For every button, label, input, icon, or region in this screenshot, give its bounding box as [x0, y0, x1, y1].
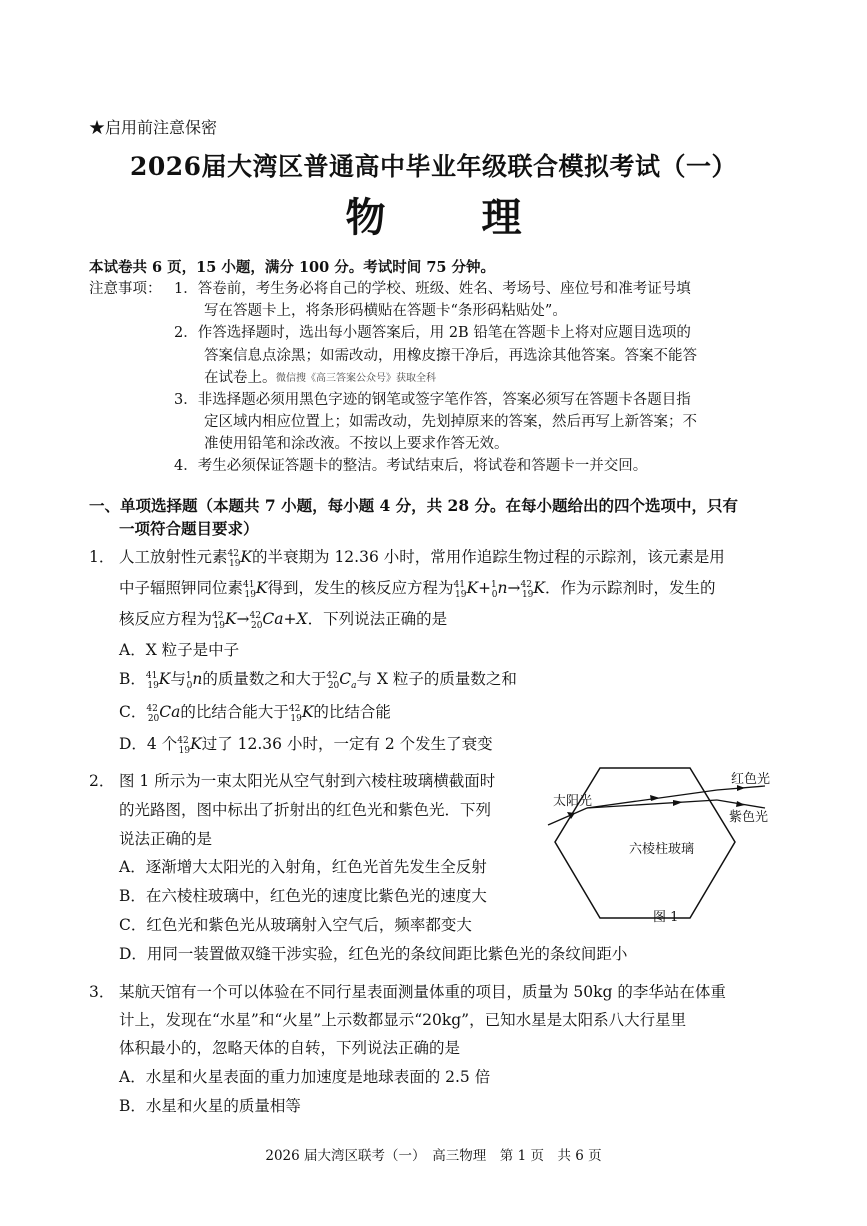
note-line: 3．非选择题必须用黑色字迹的钢笔或签字笔作答，答案必须写在答题卡各题目指 [174, 392, 691, 408]
question-3-line: 某航天馆有一个可以体验在不同行星表面测量体重的项目，质量为 50kg 的李华站在体重 [119, 983, 726, 1001]
figure-caption: 图 1 [653, 910, 679, 925]
confidential-label: ★启用前注意保密 [89, 118, 218, 137]
glass-label: 六棱柱玻璃 [629, 842, 695, 857]
arrow-head [650, 795, 660, 801]
option-a[interactable]: A．水星和火星表面的重力加速度是地球表面的 2.5 倍 [119, 1068, 491, 1086]
question-number: 2． [89, 772, 115, 790]
question-1-line-1: 人工放射性元素$^{42}_{19}$K的半衰期为 12.36 小时，常用作追踪生物过程的示踪剂，该元素是用 [119, 548, 725, 570]
note-line: 答案信息点涂黑；如需改动，用橡皮擦干净后，再选涂其他答案。答案不能答 [204, 348, 697, 364]
figure-hexagonal-prism [545, 760, 785, 935]
question-1-line-2: 中子辐照钾同位素$^{41}_{19}$K得到，发生的核反应方程为$^{41}_{19}$K+$^1_0$n→$^{42}_{19}$K．作为示踪剂时，发生的 [119, 579, 716, 601]
note-line: 2．作答选择题时，选出每小题答案后，用 2B 铅笔在答题卡上将对应题目选项的 [174, 325, 691, 341]
question-3-line: 体积最小的，忽略天体的自转，下列说法正确的是 [119, 1039, 461, 1057]
question-1-line-3: 核反应方程为$^{42}_{19}$K→$^{42}_{20}$Ca+X．下列说法正确的是 [119, 610, 448, 632]
notes-label: 注意事项： [89, 281, 162, 297]
option-c[interactable]: C．红色光和紫色光从玻璃射入空气后，频率都变大 [119, 916, 472, 934]
violet-light-label: 紫色光 [729, 810, 769, 825]
option-c[interactable]: C．$^{42}_{20}$Ca的比结合能大于$^{42}_{19}$K的比结合能 [119, 703, 391, 725]
question-number: 3． [89, 983, 115, 1001]
option-b[interactable]: B．在六棱柱玻璃中，红色光的速度比紫色光的速度大 [119, 887, 487, 905]
arrow-head [673, 800, 683, 806]
note-line: 定区域内相应位置上；如需改动，先划掉原来的答案，然后再写上新答案；不 [204, 414, 697, 430]
page-footer: 2026 届大湾区联考（一） 高三物理 第 1 页 共 6 页 [265, 1148, 602, 1164]
question-2-line: 的光路图，图中标出了折射出的红色光和紫色光．下列 [119, 801, 492, 819]
section-heading-cont: 一项符合题目要求） [119, 519, 259, 538]
exam-summary: 本试卷共 6 页，15 小题，满分 100 分。考试时间 75 分钟。 [89, 259, 496, 276]
option-a[interactable]: A．X 粒子是中子 [119, 641, 240, 659]
sunlight-label: 太阳光 [553, 794, 593, 809]
option-a[interactable]: A．逐渐增大太阳光的入射角，红色光首先发生全反射 [119, 858, 487, 876]
note-line: 写在答题卡上，将条形码横贴在答题卡“条形码粘贴处”。 [204, 303, 567, 319]
option-d[interactable]: D．用同一装置做双缝干涉实验，红色光的条纹间距比紫色光的条纹间距小 [119, 945, 628, 963]
option-d[interactable]: D．4 个$^{42}_{19}$K过了 12.36 小时，一定有 2 个发生了衰变 [119, 735, 493, 757]
option-b[interactable]: B．$^{41}_{19}$K与$^1_0$n的质量数之和大于$^{42}_{20}C_a$与 X 粒子的质量数之和 [119, 670, 517, 692]
note-line: 在试卷上。 [204, 370, 277, 386]
option-b[interactable]: B．水星和火星的质量相等 [119, 1097, 301, 1115]
question-number: 1． [89, 548, 115, 566]
subject-title: 物 理 [345, 194, 550, 241]
note-line: 1．答卷前，考生务必将自己的学校、班级、姓名、考场号、座位号和准考证号填 [174, 281, 691, 297]
question-2-line: 说法正确的是 [119, 830, 213, 848]
section-heading: 一、单项选择题（本题共 7 小题，每小题 4 分，共 28 分。在每小题给出的四个选项中，只有 [89, 496, 739, 515]
note-line: 准使用铅笔和涂改液。不按以上要求作答无效。 [204, 436, 509, 452]
question-2-line: 图 1 所示为一束太阳光从空气射到六棱柱玻璃横截面时 [119, 772, 496, 790]
watermark-text: 微信搜《高三答案公众号》获取全科 [276, 373, 436, 384]
question-3-line: 计上，发现在“水星”和“火星”上示数都显示“20kg”，已知水星是太阳系八大行星里 [119, 1011, 687, 1029]
exam-title: 2026届大湾区普通高中毕业年级联合模拟考试（一） [129, 152, 738, 181]
note-line: 4．考生必须保证答题卡的整洁。考试结束后，将试卷和答题卡一并交回。 [174, 458, 648, 474]
red-light-label: 红色光 [731, 772, 771, 787]
violet-ray-inside [587, 800, 717, 808]
